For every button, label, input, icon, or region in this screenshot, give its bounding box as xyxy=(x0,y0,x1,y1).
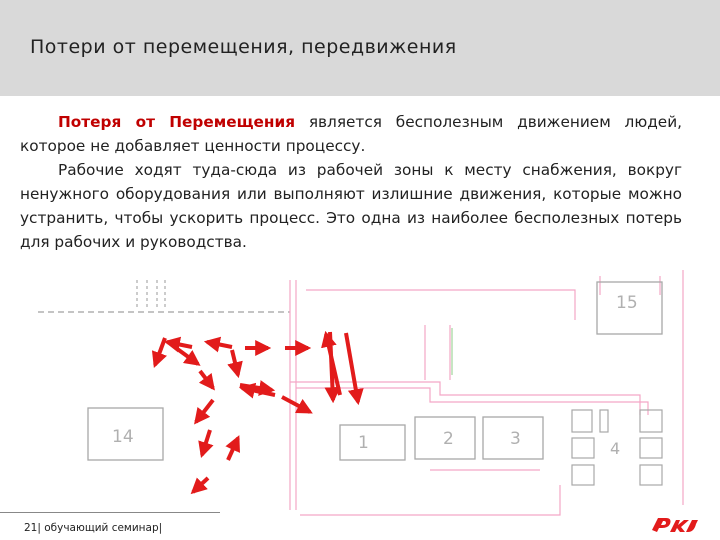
station-1-box xyxy=(340,425,405,460)
footer-page-text: 21| обучающий семинар| xyxy=(24,522,163,534)
movement-arrows xyxy=(155,332,358,492)
term-highlight: Потеря от Перемещения xyxy=(58,113,296,131)
slide-body xyxy=(20,110,682,254)
station-3-label: 3 xyxy=(510,429,521,449)
paragraph-2: Рабочие ходят туда-сюда из рабочей зоны к месту снабжения, вокруг ненужного оборудования или выполняют излишние движения, которые можно устранить, чтобы ускорить процесс. Это одна из наиболее бесполезных потерь для рабочих и руководства. xyxy=(20,161,682,251)
slide-title: Потери от перемещения, передвижения xyxy=(30,36,457,58)
station-14-label: 14 xyxy=(112,427,134,447)
workshop-layout-diagram xyxy=(0,270,720,540)
station-1-label: 1 xyxy=(358,433,369,453)
station-4-label: 4 xyxy=(610,439,621,458)
station-15-label: 15 xyxy=(616,293,638,313)
dashed-doorway xyxy=(137,280,165,310)
rzd-logo-icon xyxy=(648,512,700,536)
paragraph-1 xyxy=(20,110,682,158)
footer-divider xyxy=(0,512,220,513)
title-bar xyxy=(0,0,720,96)
station-2-label: 2 xyxy=(443,429,454,449)
footer xyxy=(0,512,300,540)
paragraph-1-text: является бесполезным движением людей, которое не добавляет ценности процессу. xyxy=(20,113,682,155)
